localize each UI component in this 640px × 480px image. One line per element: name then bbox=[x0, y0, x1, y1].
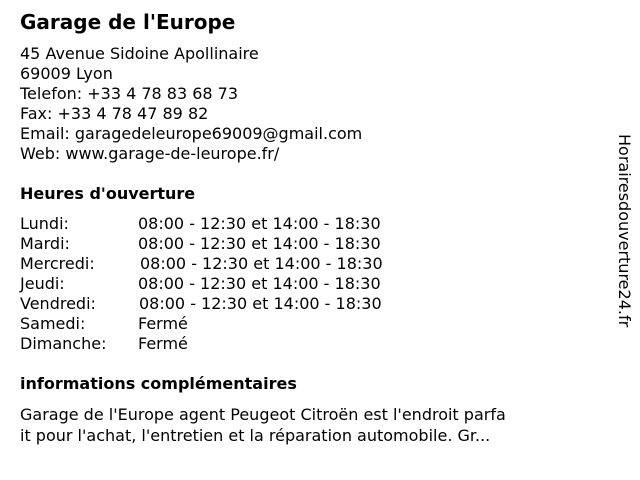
email-address: Email: garagedeleurope69009@gmail.com bbox=[20, 124, 363, 143]
business-name: Garage de l'Europe bbox=[20, 10, 236, 34]
website: Web: www.garage-de-leurope.fr/ bbox=[20, 144, 280, 163]
day-label: Jeudi: bbox=[20, 274, 65, 293]
day-hours: 08:00 - 12:30 et 14:00 - 18:30 bbox=[138, 234, 381, 253]
day-label: Dimanche: bbox=[20, 334, 107, 353]
fax-number: Fax: +33 4 78 47 89 82 bbox=[20, 104, 209, 123]
day-hours: 08:00 - 12:30 et 14:00 - 18:30 bbox=[138, 274, 381, 293]
info-line-2: it pour l'achat, l'entretien et la réparation automobile. Gr... bbox=[20, 426, 491, 445]
info-description bbox=[20, 404, 560, 446]
day-hours: 08:00 - 12:30 et 14:00 - 18:30 bbox=[139, 294, 382, 313]
day-hours: 08:00 - 12:30 et 14:00 - 18:30 bbox=[140, 254, 383, 273]
day-label: Samedi: bbox=[20, 314, 86, 333]
address-line-1: 45 Avenue Sidoine Apollinaire bbox=[20, 44, 259, 63]
contact-block bbox=[20, 44, 362, 164]
day-label: Mardi: bbox=[20, 234, 70, 253]
day-hours: Fermé bbox=[138, 314, 188, 333]
source-watermark: Horairesdouverture24.fr bbox=[615, 134, 634, 328]
day-hours: 08:00 - 12:30 et 14:00 - 18:30 bbox=[138, 214, 381, 233]
day-label: Mercredi: bbox=[20, 254, 95, 273]
day-label: Vendredi: bbox=[20, 294, 96, 313]
day-label: Lundi: bbox=[20, 214, 69, 233]
hours-heading: Heures d'ouverture bbox=[20, 184, 196, 203]
info-heading: informations complémentaires bbox=[20, 374, 297, 393]
info-line-1: Garage de l'Europe agent Peugeot Citroën est l'endroit parfa bbox=[20, 405, 506, 424]
phone-number: Telefon: +33 4 78 83 68 73 bbox=[20, 84, 239, 103]
day-hours: Fermé bbox=[138, 334, 188, 353]
address-line-2: 69009 Lyon bbox=[20, 64, 113, 83]
